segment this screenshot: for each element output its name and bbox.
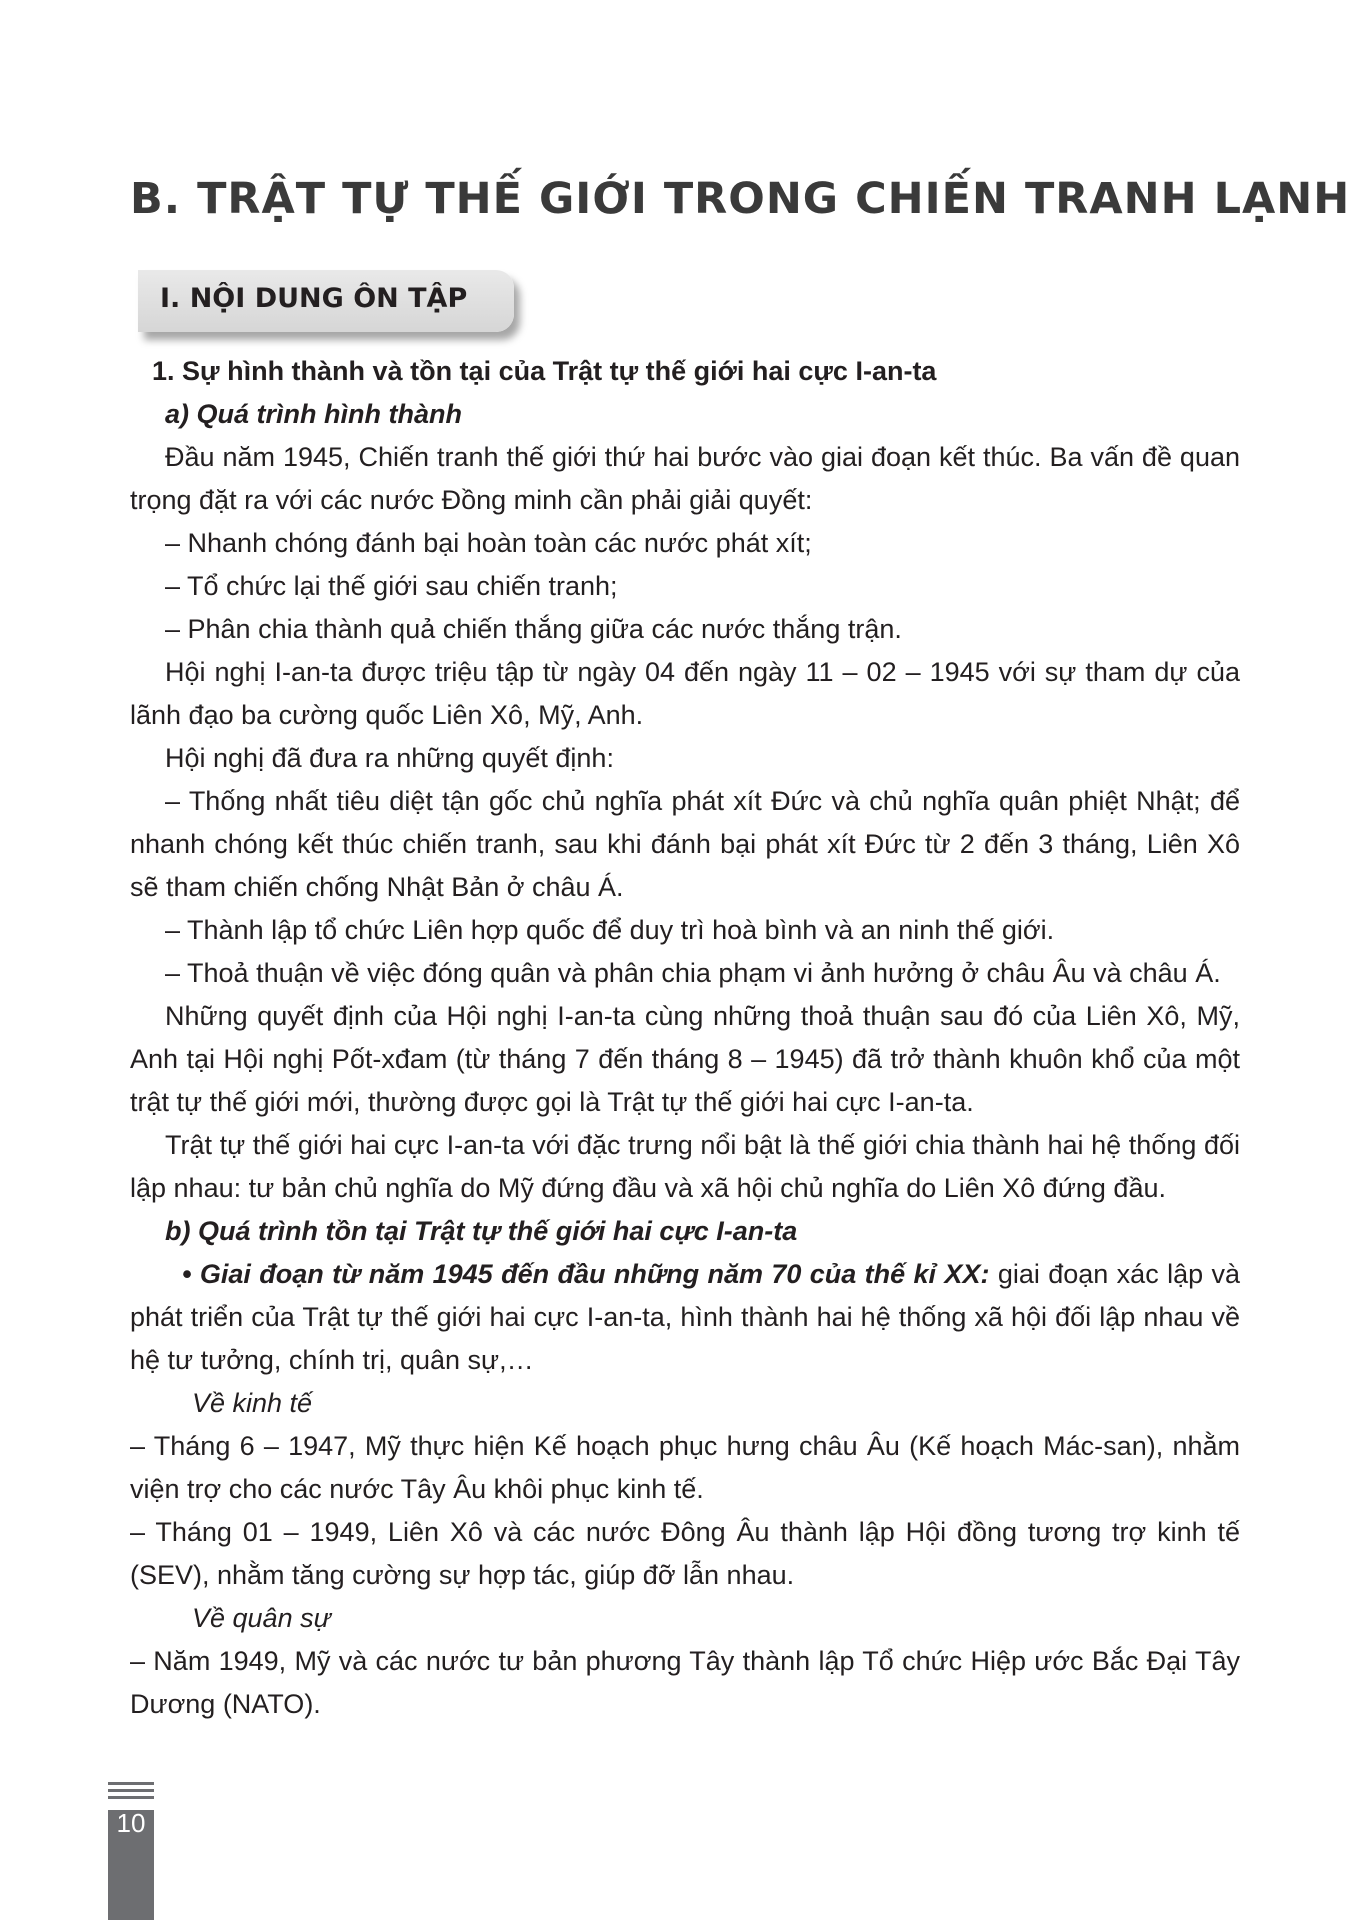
decision-item: – Thống nhất tiêu diệt tận gốc chủ nghĩa phát xít Đức và chủ nghĩa quân phiệt Nhật; để nhanh chóng kết thúc chiến tranh, sau khi đánh bại phát xít Đức từ 2 đến 3 tháng, Liên Xô sẽ tham chiến chống Nhật Bản ở châu Á. xyxy=(130,786,1240,902)
paragraph-1: Đầu năm 1945, Chiến tranh thế giới thứ hai bước vào giai đoạn kết thúc. Ba vấn đề quan trọng đặt ra với các nước Đồng minh cần phải giải quyết: xyxy=(130,442,1240,515)
military-item: – Năm 1949, Mỹ và các nước tư bản phương Tây thành lập Tổ chức Hiệp ước Bắc Đại Tây Dương (NATO). xyxy=(130,1646,1240,1719)
issue-item: – Tổ chức lại thế giới sau chiến tranh; xyxy=(165,571,618,601)
stage-text: giai đoạn xác lập và phát triển của Trật tự thế giới hai cực I-an-ta, hình thành hai hệ thống xã hội đối lập nhau về hệ tư tưởng, chính trị, quân sự,… xyxy=(130,1259,1240,1375)
military-label: Về quân sự xyxy=(192,1603,331,1633)
page-number-decoration xyxy=(108,1782,154,1806)
paragraph-3: Hội nghị đã đưa ra những quyết định: xyxy=(165,743,614,773)
issue-item: – Phân chia thành quả chiến thắng giữa các nước thắng trận. xyxy=(165,614,902,644)
heading-a: a) Quá trình hình thành xyxy=(165,399,462,429)
page-title: B. TRẬT TỰ THẾ GIỚI TRONG CHIẾN TRANH LẠNH xyxy=(130,174,1351,224)
stage-paragraph xyxy=(130,1253,1240,1382)
paragraph-2: Hội nghị I-an-ta được triệu tập từ ngày 04 đến ngày 11 – 02 – 1945 với sự tham dự của lãnh đạo ba cường quốc Liên Xô, Mỹ, Anh. xyxy=(130,657,1240,730)
section-title: I. NỘI DUNG ÔN TẬP xyxy=(160,283,468,314)
economy-item: – Tháng 6 – 1947, Mỹ thực hiện Kế hoạch phục hưng châu Âu (Kế hoạch Mác-san), nhằm viện trợ cho các nước Tây Âu khôi phục kinh tế. xyxy=(130,1431,1240,1504)
heading-b: b) Quá trình tồn tại Trật tự thế giới hai cực I-an-ta xyxy=(165,1216,798,1246)
paragraph-5: Trật tự thế giới hai cực I-an-ta với đặc trưng nổi bật là thế giới chia thành hai hệ thống đối lập nhau: tư bản chủ nghĩa do Mỹ đứng đầu và xã hội chủ nghĩa do Liên Xô đứng đầu. xyxy=(130,1130,1240,1203)
section-header-box xyxy=(138,270,514,332)
economy-item: – Tháng 01 – 1949, Liên Xô và các nước Đông Âu thành lập Hội đồng tương trợ kinh tế (SEV), nhằm tăng cường sự hợp tác, giúp đỡ lẫn nhau. xyxy=(130,1517,1240,1590)
economy-label: Về kinh tế xyxy=(192,1388,313,1418)
content xyxy=(130,350,1240,1726)
paragraph-4: Những quyết định của Hội nghị I-an-ta cùng những thoả thuận sau đó của Liên Xô, Mỹ, Anh tại Hội nghị Pốt-xđam (từ tháng 7 đến tháng 8 – 1945) đã trở thành khuôn khổ của một trật tự thế giới mới, thường được gọi là Trật tự thế giới hai cực I-an-ta. xyxy=(130,1001,1240,1117)
heading-1: 1. Sự hình thành và tồn tại của Trật tự thế giới hai cực I-an-ta xyxy=(152,356,937,386)
stage-label: • Giai đoạn từ năm 1945 đến đầu những năm 70 của thế kỉ XX: xyxy=(182,1259,990,1289)
decision-item: – Thành lập tổ chức Liên hợp quốc để duy trì hoà bình và an ninh thế giới. xyxy=(165,915,1055,945)
issue-item: – Nhanh chóng đánh bại hoàn toàn các nước phát xít; xyxy=(165,528,812,558)
decision-item: – Thoả thuận về việc đóng quân và phân chia phạm vi ảnh hưởng ở châu Âu và châu Á. xyxy=(165,958,1221,988)
page-number: 10 xyxy=(116,1808,146,1838)
